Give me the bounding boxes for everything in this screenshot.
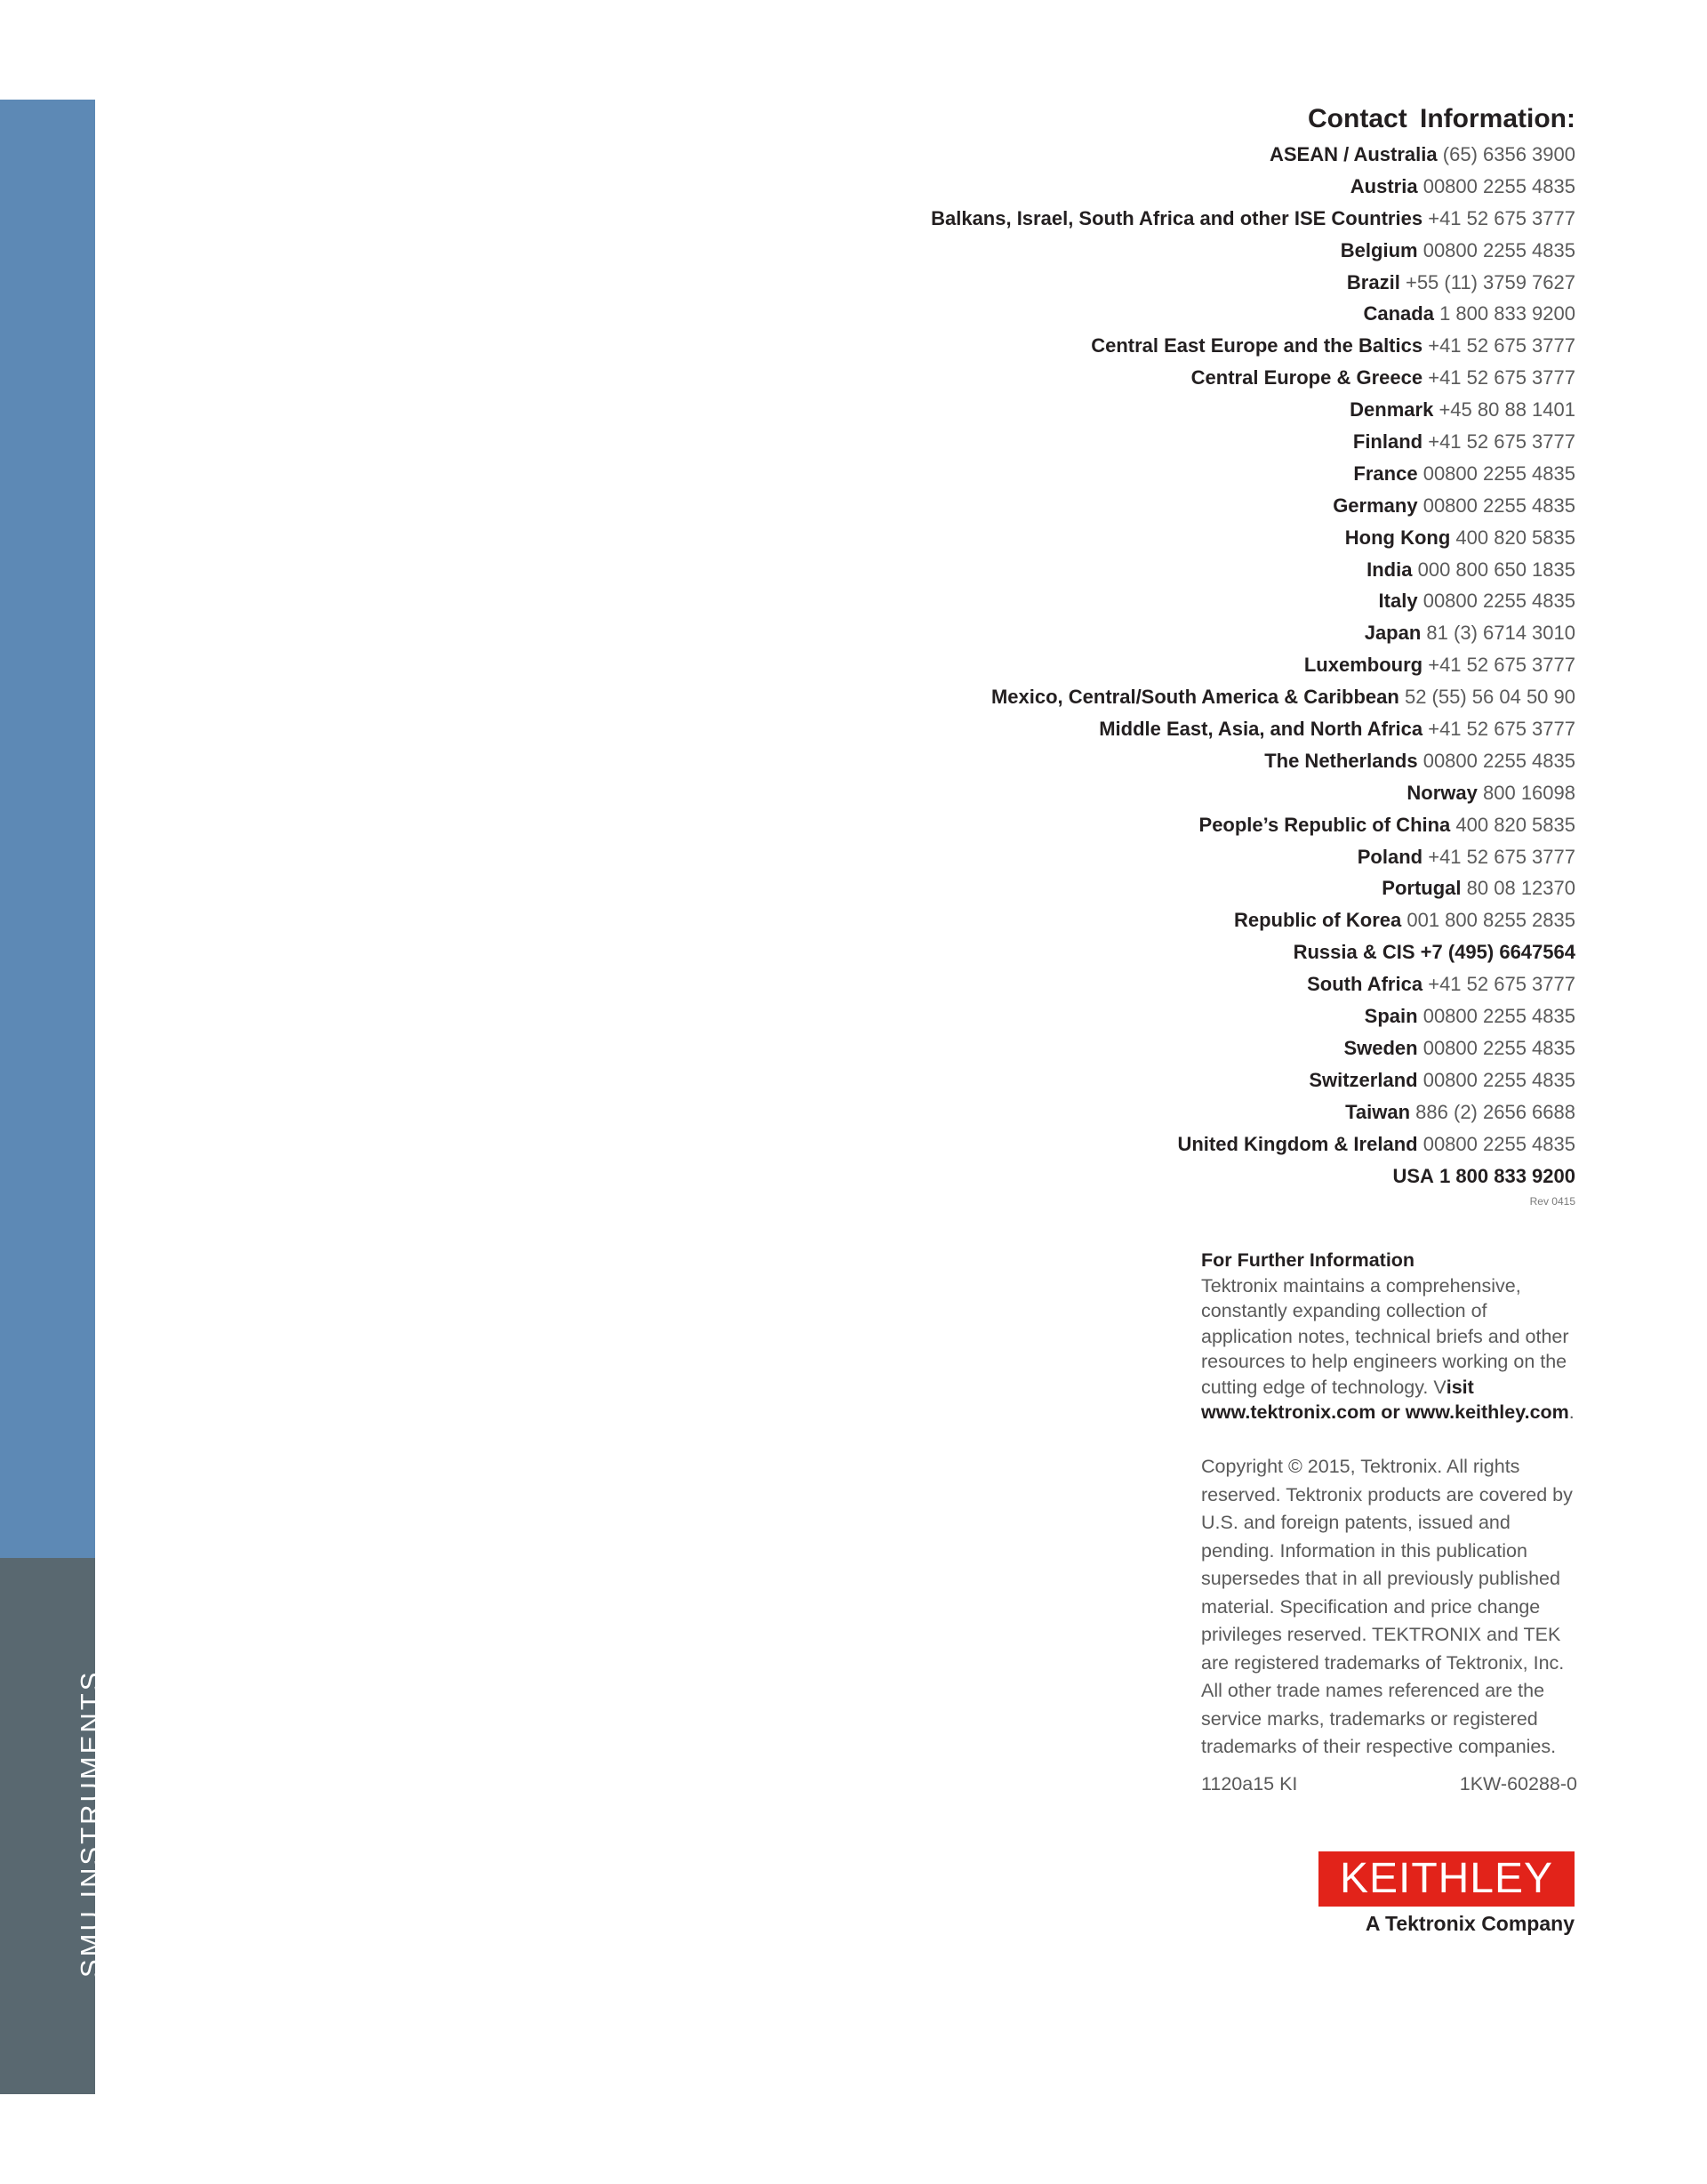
contact-phone: 00800 2255 4835 xyxy=(1422,590,1575,613)
contact-row xyxy=(597,362,1575,394)
contact-phone: 00800 2255 4835 xyxy=(1422,462,1575,485)
contact-region: India xyxy=(1366,558,1413,581)
contact-region: Central Europe & Greece xyxy=(1190,366,1423,389)
contact-region: France xyxy=(1353,462,1418,485)
contact-region: Hong Kong xyxy=(1344,526,1451,549)
contact-row xyxy=(597,872,1575,904)
contact-phone: 00800 2255 4835 xyxy=(1422,749,1575,772)
contact-region: Italy xyxy=(1378,590,1418,613)
contact-region: People’s Republic of China xyxy=(1198,813,1451,836)
contact-phone: 1 800 833 9200 xyxy=(1439,302,1575,325)
contact-phone: 400 820 5835 xyxy=(1455,526,1575,549)
contact-row xyxy=(597,1160,1575,1192)
contact-phone: 00800 2255 4835 xyxy=(1422,1132,1575,1155)
contact-region: Poland xyxy=(1357,845,1423,868)
contact-title: Contact Information: xyxy=(1308,104,1575,133)
contact-row xyxy=(597,490,1575,522)
contact-region: Austria xyxy=(1350,174,1418,197)
contact-phone: 000 800 650 1835 xyxy=(1417,558,1575,581)
revision-code: Rev 0415 xyxy=(1529,1195,1575,1208)
contact-phone: 1 800 833 9200 xyxy=(1439,1164,1575,1187)
contact-phone: 001 800 8255 2835 xyxy=(1406,909,1575,932)
contact-region: Brazil xyxy=(1346,270,1400,293)
contact-list xyxy=(597,139,1575,1192)
contact-phone: +41 52 675 3777 xyxy=(1428,718,1575,741)
visit-text: isit xyxy=(1446,1376,1474,1398)
contact-row xyxy=(597,649,1575,681)
contact-row xyxy=(597,235,1575,267)
further-information-title: For Further Information xyxy=(1201,1249,1415,1271)
contact-row xyxy=(597,936,1575,968)
contact-row xyxy=(597,1128,1575,1160)
contact-region: Belgium xyxy=(1340,238,1418,261)
contact-row xyxy=(597,617,1575,649)
contact-phone: +41 52 675 3777 xyxy=(1428,430,1575,454)
contact-information xyxy=(597,100,1575,1208)
contact-row xyxy=(597,139,1575,171)
contact-phone: (65) 6356 3900 xyxy=(1442,143,1575,165)
contact-phone: 00800 2255 4835 xyxy=(1422,494,1575,517)
contact-row xyxy=(597,330,1575,362)
contact-row xyxy=(597,1096,1575,1128)
contact-region: Denmark xyxy=(1350,398,1434,422)
contact-row xyxy=(597,394,1575,426)
document-codes xyxy=(1201,1773,1577,1795)
contact-region: Mexico, Central/South America & Caribbean xyxy=(990,686,1399,709)
contact-row xyxy=(597,1064,1575,1096)
further-information-body xyxy=(1201,1273,1577,1425)
contact-phone: 81 (3) 6714 3010 xyxy=(1426,622,1575,645)
document-code-right: 1KW-60288-0 xyxy=(1459,1773,1577,1795)
sidebar-band-blue xyxy=(0,100,95,1558)
contact-region: The Netherlands xyxy=(1264,749,1418,772)
contact-region: Norway xyxy=(1406,781,1478,804)
contact-row xyxy=(597,426,1575,458)
contact-region: Luxembourg xyxy=(1303,654,1423,677)
contact-row xyxy=(597,522,1575,554)
contact-phone: +41 52 675 3777 xyxy=(1428,366,1575,389)
contact-row xyxy=(597,968,1575,1000)
contact-phone: 52 (55) 56 04 50 90 xyxy=(1404,686,1575,709)
contact-row xyxy=(597,841,1575,873)
contact-region: Japan xyxy=(1364,622,1422,645)
contact-region: Portugal xyxy=(1382,877,1462,900)
contact-region: Republic of Korea xyxy=(1233,909,1402,932)
contact-region: Sweden xyxy=(1343,1036,1418,1059)
contact-row xyxy=(597,681,1575,713)
contact-region: Russia & CIS xyxy=(1293,941,1415,964)
contact-phone: 00800 2255 4835 xyxy=(1422,174,1575,197)
contact-row xyxy=(597,585,1575,617)
contact-row xyxy=(597,904,1575,936)
contact-row xyxy=(597,1032,1575,1064)
contact-phone: 00800 2255 4835 xyxy=(1422,1005,1575,1028)
contact-row xyxy=(597,171,1575,203)
contact-region: South Africa xyxy=(1307,973,1423,996)
contact-row xyxy=(597,267,1575,299)
contact-region: United Kingdom & Ireland xyxy=(1177,1132,1418,1155)
contact-region: Switzerland xyxy=(1309,1068,1418,1091)
contact-row xyxy=(597,298,1575,330)
contact-region: Canada xyxy=(1363,302,1434,325)
contact-phone: +7 (495) 6647564 xyxy=(1420,941,1575,964)
contact-region: Spain xyxy=(1364,1005,1418,1028)
logo-tagline: A Tektronix Company xyxy=(1365,1912,1575,1935)
further-information-text: Tektronix maintains a comprehensive, constantly expanding collection of application notes, technical briefs and other resources to help engineers working on the cutting edge of technology. V xyxy=(1201,1274,1569,1398)
website-links[interactable]: www.tektronix.com or www.keithley.com xyxy=(1201,1401,1569,1423)
sidebar-label: SMU INSTRUMENTS xyxy=(75,1669,106,1978)
contact-phone: 800 16098 xyxy=(1483,781,1575,804)
contact-region: Finland xyxy=(1352,430,1423,454)
contact-row xyxy=(597,713,1575,745)
contact-region: Central East Europe and the Baltics xyxy=(1091,334,1423,357)
contact-region: Middle East, Asia, and North Africa xyxy=(1099,718,1423,741)
further-information xyxy=(1201,1248,1577,1425)
contact-row xyxy=(597,777,1575,809)
copyright-notice: Copyright © 2015, Tektronix. All rights reserved. Tektronix products are covered by U.S. and foreign patents, issued and pending. Information in this publication supersedes that in all previously published material. Specification and price change privileges reserved. TEKTRONIX and TEK are registered trademarks of Tektronix, Inc. All other trade names referenced are the service marks, trademarks or registered trademarks of their respective companies. xyxy=(1201,1456,1573,1757)
contact-region: USA xyxy=(1392,1164,1434,1187)
contact-region: Germany xyxy=(1333,494,1418,517)
contact-phone: 400 820 5835 xyxy=(1455,813,1575,836)
contact-phone: +41 52 675 3777 xyxy=(1428,973,1575,996)
contact-phone: 886 (2) 2656 6688 xyxy=(1415,1100,1575,1123)
contact-row xyxy=(597,745,1575,777)
period: . xyxy=(1568,1401,1575,1423)
contact-region: ASEAN / Australia xyxy=(1269,143,1438,165)
contact-row xyxy=(597,809,1575,841)
contact-phone: 00800 2255 4835 xyxy=(1422,1036,1575,1059)
contact-row xyxy=(597,554,1575,586)
contact-phone: +55 (11) 3759 7627 xyxy=(1405,270,1575,293)
contact-phone: +41 52 675 3777 xyxy=(1428,845,1575,868)
contact-phone: 80 08 12370 xyxy=(1466,877,1575,900)
contact-phone: 00800 2255 4835 xyxy=(1422,238,1575,261)
contact-row xyxy=(597,1000,1575,1032)
contact-region: Taiwan xyxy=(1345,1100,1411,1123)
contact-phone: +41 52 675 3777 xyxy=(1428,334,1575,357)
keithley-logo: KEITHLEY xyxy=(1318,1851,1575,1907)
contact-phone: 00800 2255 4835 xyxy=(1422,1068,1575,1091)
document-code-left: 1120a15 KI xyxy=(1201,1773,1298,1795)
contact-phone: +45 80 88 1401 xyxy=(1439,398,1575,422)
contact-phone: +41 52 675 3777 xyxy=(1428,654,1575,677)
contact-phone: +41 52 675 3777 xyxy=(1428,206,1575,229)
contact-row xyxy=(597,203,1575,235)
contact-region: Balkans, Israel, South Africa and other ISE Countries xyxy=(931,206,1423,229)
contact-row xyxy=(597,458,1575,490)
